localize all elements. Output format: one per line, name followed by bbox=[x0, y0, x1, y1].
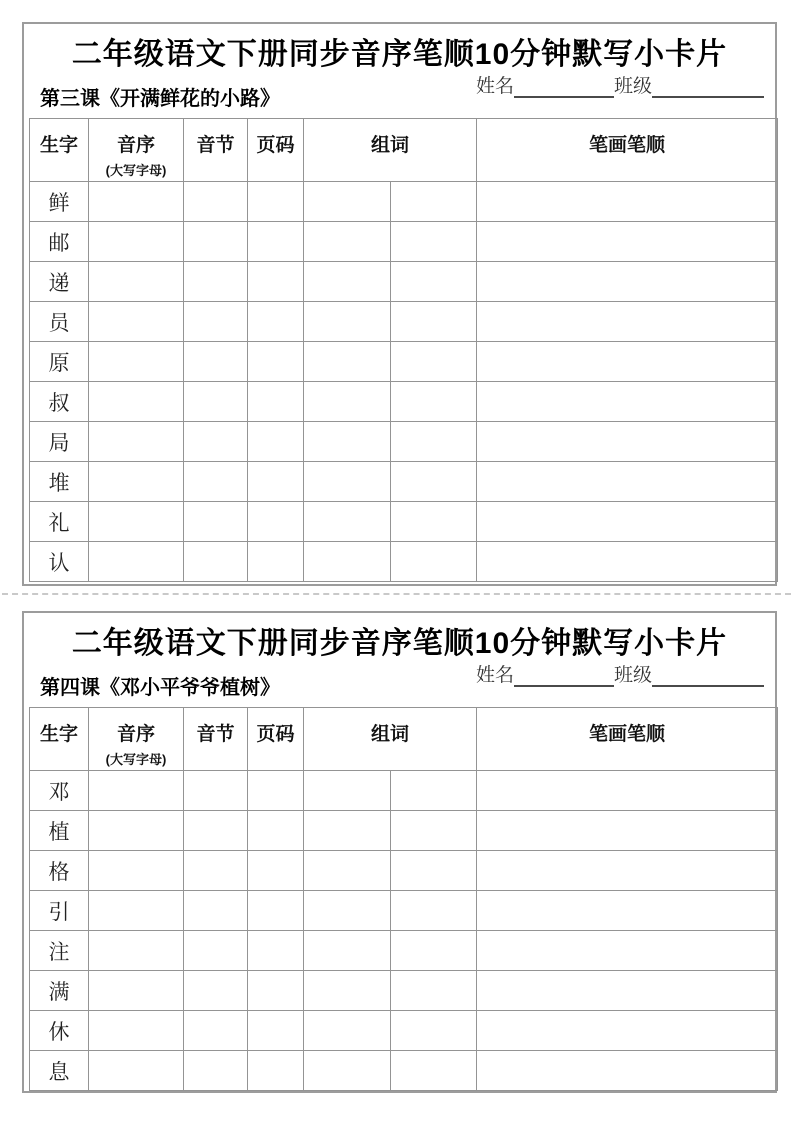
yinjie-cell bbox=[184, 931, 248, 971]
zuci-cell-2 bbox=[391, 811, 477, 851]
lesson-title: 第四课《邓小平爷爷植树》 bbox=[40, 677, 280, 699]
yinxu-cell bbox=[89, 382, 184, 422]
zuci-cell-1 bbox=[304, 422, 391, 462]
yinjie-cell bbox=[184, 182, 248, 222]
char-cell: 局 bbox=[30, 422, 89, 462]
yema-cell bbox=[248, 771, 304, 811]
character-row bbox=[30, 222, 778, 262]
name-class-line bbox=[476, 660, 764, 687]
char-cell: 邮 bbox=[30, 222, 89, 262]
zuci-cell-1 bbox=[304, 1051, 391, 1091]
character-row bbox=[30, 851, 778, 891]
zuci-cell-1 bbox=[304, 222, 391, 262]
character-row bbox=[30, 771, 778, 811]
yinjie-cell bbox=[184, 1011, 248, 1051]
yinxu-cell bbox=[89, 542, 184, 582]
bihua-cell bbox=[477, 182, 778, 222]
zuci-cell-2 bbox=[391, 422, 477, 462]
yinjie-cell bbox=[184, 502, 248, 542]
bihua-cell bbox=[477, 542, 778, 582]
bihua-cell bbox=[477, 971, 778, 1011]
yema-cell bbox=[248, 182, 304, 222]
zuci-cell-2 bbox=[391, 891, 477, 931]
bihua-cell bbox=[477, 262, 778, 302]
bihua-cell bbox=[477, 382, 778, 422]
header-bihua: 笔画笔顺 bbox=[477, 119, 778, 182]
char-cell: 邓 bbox=[30, 771, 89, 811]
zuci-cell-1 bbox=[304, 382, 391, 422]
char-cell: 引 bbox=[30, 891, 89, 931]
zuci-cell-2 bbox=[391, 1011, 477, 1051]
worksheet-title: 二年级语文下册同步音序笔顺10分钟默写小卡片 bbox=[71, 627, 728, 660]
header-yinjie: 音节 bbox=[184, 119, 248, 182]
yinxu-cell bbox=[89, 1051, 184, 1091]
yinxu-cell bbox=[89, 262, 184, 302]
header-yinxu-sub: (大写字母) bbox=[105, 163, 167, 178]
char-cell: 堆 bbox=[30, 462, 89, 502]
zuci-cell-2 bbox=[391, 382, 477, 422]
yema-cell bbox=[248, 971, 304, 1011]
yinjie-cell bbox=[184, 462, 248, 502]
character-row bbox=[30, 462, 778, 502]
bihua-cell bbox=[477, 771, 778, 811]
dictation-table bbox=[29, 118, 778, 582]
dictation-table bbox=[29, 707, 778, 1091]
zuci-cell-1 bbox=[304, 262, 391, 302]
bihua-cell bbox=[477, 222, 778, 262]
yema-cell bbox=[248, 851, 304, 891]
character-row bbox=[30, 971, 778, 1011]
yinjie-cell bbox=[184, 542, 248, 582]
character-row bbox=[30, 182, 778, 222]
header-yinxu-main: 音序 bbox=[116, 135, 155, 156]
character-row bbox=[30, 1011, 778, 1051]
zuci-cell-1 bbox=[304, 502, 391, 542]
yinjie-cell bbox=[184, 342, 248, 382]
char-cell: 休 bbox=[30, 1011, 89, 1051]
character-row bbox=[30, 342, 778, 382]
zuci-cell-1 bbox=[304, 182, 391, 222]
yema-cell bbox=[248, 542, 304, 582]
zuci-cell-1 bbox=[304, 851, 391, 891]
bihua-cell bbox=[477, 422, 778, 462]
char-cell: 植 bbox=[30, 811, 89, 851]
character-row bbox=[30, 542, 778, 582]
name-blank-line bbox=[514, 669, 614, 687]
yema-cell bbox=[248, 1011, 304, 1051]
zuci-cell-2 bbox=[391, 262, 477, 302]
header-yinxu bbox=[89, 119, 184, 182]
header-yema: 页码 bbox=[248, 119, 304, 182]
zuci-cell-2 bbox=[391, 542, 477, 582]
yinxu-cell bbox=[89, 771, 184, 811]
yema-cell bbox=[248, 931, 304, 971]
header-yema: 页码 bbox=[248, 708, 304, 771]
header-shengzi: 生字 bbox=[30, 708, 89, 771]
yinjie-cell bbox=[184, 1051, 248, 1091]
bihua-cell bbox=[477, 931, 778, 971]
name-label: 姓名 bbox=[476, 76, 515, 97]
zuci-cell-1 bbox=[304, 1011, 391, 1051]
header-zuci: 组词 bbox=[304, 119, 477, 182]
yema-cell bbox=[248, 382, 304, 422]
yinjie-cell bbox=[184, 222, 248, 262]
character-row bbox=[30, 931, 778, 971]
worksheet-card-lesson-3 bbox=[22, 22, 777, 586]
yinxu-cell bbox=[89, 182, 184, 222]
yinjie-cell bbox=[184, 382, 248, 422]
yema-cell bbox=[248, 891, 304, 931]
bihua-cell bbox=[477, 851, 778, 891]
yema-cell bbox=[248, 222, 304, 262]
yinjie-cell bbox=[184, 851, 248, 891]
name-blank-line bbox=[514, 80, 614, 98]
yema-cell bbox=[248, 422, 304, 462]
class-label: 班级 bbox=[614, 76, 653, 97]
zuci-cell-2 bbox=[391, 462, 477, 502]
table-body bbox=[30, 182, 778, 582]
header-zuci: 组词 bbox=[304, 708, 477, 771]
yinxu-cell bbox=[89, 931, 184, 971]
char-cell: 满 bbox=[30, 971, 89, 1011]
zuci-cell-1 bbox=[304, 302, 391, 342]
yinxu-cell bbox=[89, 811, 184, 851]
char-cell: 息 bbox=[30, 1051, 89, 1091]
char-cell: 格 bbox=[30, 851, 89, 891]
yinxu-cell bbox=[89, 1011, 184, 1051]
bihua-cell bbox=[477, 1011, 778, 1051]
yinxu-cell bbox=[89, 502, 184, 542]
yinxu-cell bbox=[89, 462, 184, 502]
yema-cell bbox=[248, 342, 304, 382]
character-row bbox=[30, 382, 778, 422]
zuci-cell-1 bbox=[304, 891, 391, 931]
yinjie-cell bbox=[184, 422, 248, 462]
yinxu-cell bbox=[89, 342, 184, 382]
bihua-cell bbox=[477, 891, 778, 931]
yema-cell bbox=[248, 462, 304, 502]
char-cell: 注 bbox=[30, 931, 89, 971]
zuci-cell-1 bbox=[304, 811, 391, 851]
zuci-cell-1 bbox=[304, 342, 391, 382]
zuci-cell-2 bbox=[391, 342, 477, 382]
worksheet-card-lesson-4 bbox=[22, 611, 777, 1093]
table-header-row bbox=[30, 119, 778, 182]
class-blank-line bbox=[652, 669, 764, 687]
character-row bbox=[30, 1051, 778, 1091]
yinjie-cell bbox=[184, 771, 248, 811]
character-row bbox=[30, 262, 778, 302]
zuci-cell-2 bbox=[391, 302, 477, 342]
header-yinxu bbox=[89, 708, 184, 771]
yinxu-cell bbox=[89, 222, 184, 262]
yema-cell bbox=[248, 262, 304, 302]
yinxu-cell bbox=[89, 422, 184, 462]
zuci-cell-1 bbox=[304, 542, 391, 582]
zuci-cell-2 bbox=[391, 182, 477, 222]
yema-cell bbox=[248, 811, 304, 851]
yinjie-cell bbox=[184, 971, 248, 1011]
bihua-cell bbox=[477, 302, 778, 342]
char-cell: 员 bbox=[30, 302, 89, 342]
zuci-cell-2 bbox=[391, 971, 477, 1011]
header-yinxu-sub: (大写字母) bbox=[105, 752, 167, 767]
yinxu-cell bbox=[89, 851, 184, 891]
table-header-row bbox=[30, 708, 778, 771]
char-cell: 递 bbox=[30, 262, 89, 302]
yema-cell bbox=[248, 502, 304, 542]
zuci-cell-1 bbox=[304, 462, 391, 502]
worksheet-title: 二年级语文下册同步音序笔顺10分钟默写小卡片 bbox=[71, 38, 728, 71]
header-bihua: 笔画笔顺 bbox=[477, 708, 778, 771]
zuci-cell-1 bbox=[304, 971, 391, 1011]
char-cell: 原 bbox=[30, 342, 89, 382]
char-cell: 叔 bbox=[30, 382, 89, 422]
char-cell: 礼 bbox=[30, 502, 89, 542]
zuci-cell-2 bbox=[391, 931, 477, 971]
header-yinxu-main: 音序 bbox=[116, 724, 155, 745]
yinjie-cell bbox=[184, 302, 248, 342]
zuci-cell-2 bbox=[391, 502, 477, 542]
header-yinjie: 音节 bbox=[184, 708, 248, 771]
character-row bbox=[30, 891, 778, 931]
yinxu-cell bbox=[89, 891, 184, 931]
yinjie-cell bbox=[184, 891, 248, 931]
page-break-divider bbox=[2, 593, 791, 595]
bihua-cell bbox=[477, 342, 778, 382]
zuci-cell-1 bbox=[304, 931, 391, 971]
bihua-cell bbox=[477, 502, 778, 542]
character-row bbox=[30, 422, 778, 462]
zuci-cell-2 bbox=[391, 851, 477, 891]
zuci-cell-1 bbox=[304, 771, 391, 811]
class-blank-line bbox=[652, 80, 764, 98]
yinjie-cell bbox=[184, 811, 248, 851]
bihua-cell bbox=[477, 1051, 778, 1091]
zuci-cell-2 bbox=[391, 1051, 477, 1091]
name-label: 姓名 bbox=[476, 665, 515, 686]
yinjie-cell bbox=[184, 262, 248, 302]
table-body bbox=[30, 771, 778, 1091]
character-row bbox=[30, 302, 778, 342]
header-shengzi: 生字 bbox=[30, 119, 89, 182]
char-cell: 鲜 bbox=[30, 182, 89, 222]
bihua-cell bbox=[477, 811, 778, 851]
bihua-cell bbox=[477, 462, 778, 502]
class-label: 班级 bbox=[614, 665, 653, 686]
yema-cell bbox=[248, 302, 304, 342]
char-cell: 认 bbox=[30, 542, 89, 582]
name-class-line bbox=[476, 71, 764, 98]
yinxu-cell bbox=[89, 971, 184, 1011]
yinxu-cell bbox=[89, 302, 184, 342]
character-row bbox=[30, 811, 778, 851]
zuci-cell-2 bbox=[391, 771, 477, 811]
character-row bbox=[30, 502, 778, 542]
lesson-title: 第三课《开满鲜花的小路》 bbox=[40, 88, 280, 110]
yema-cell bbox=[248, 1051, 304, 1091]
zuci-cell-2 bbox=[391, 222, 477, 262]
